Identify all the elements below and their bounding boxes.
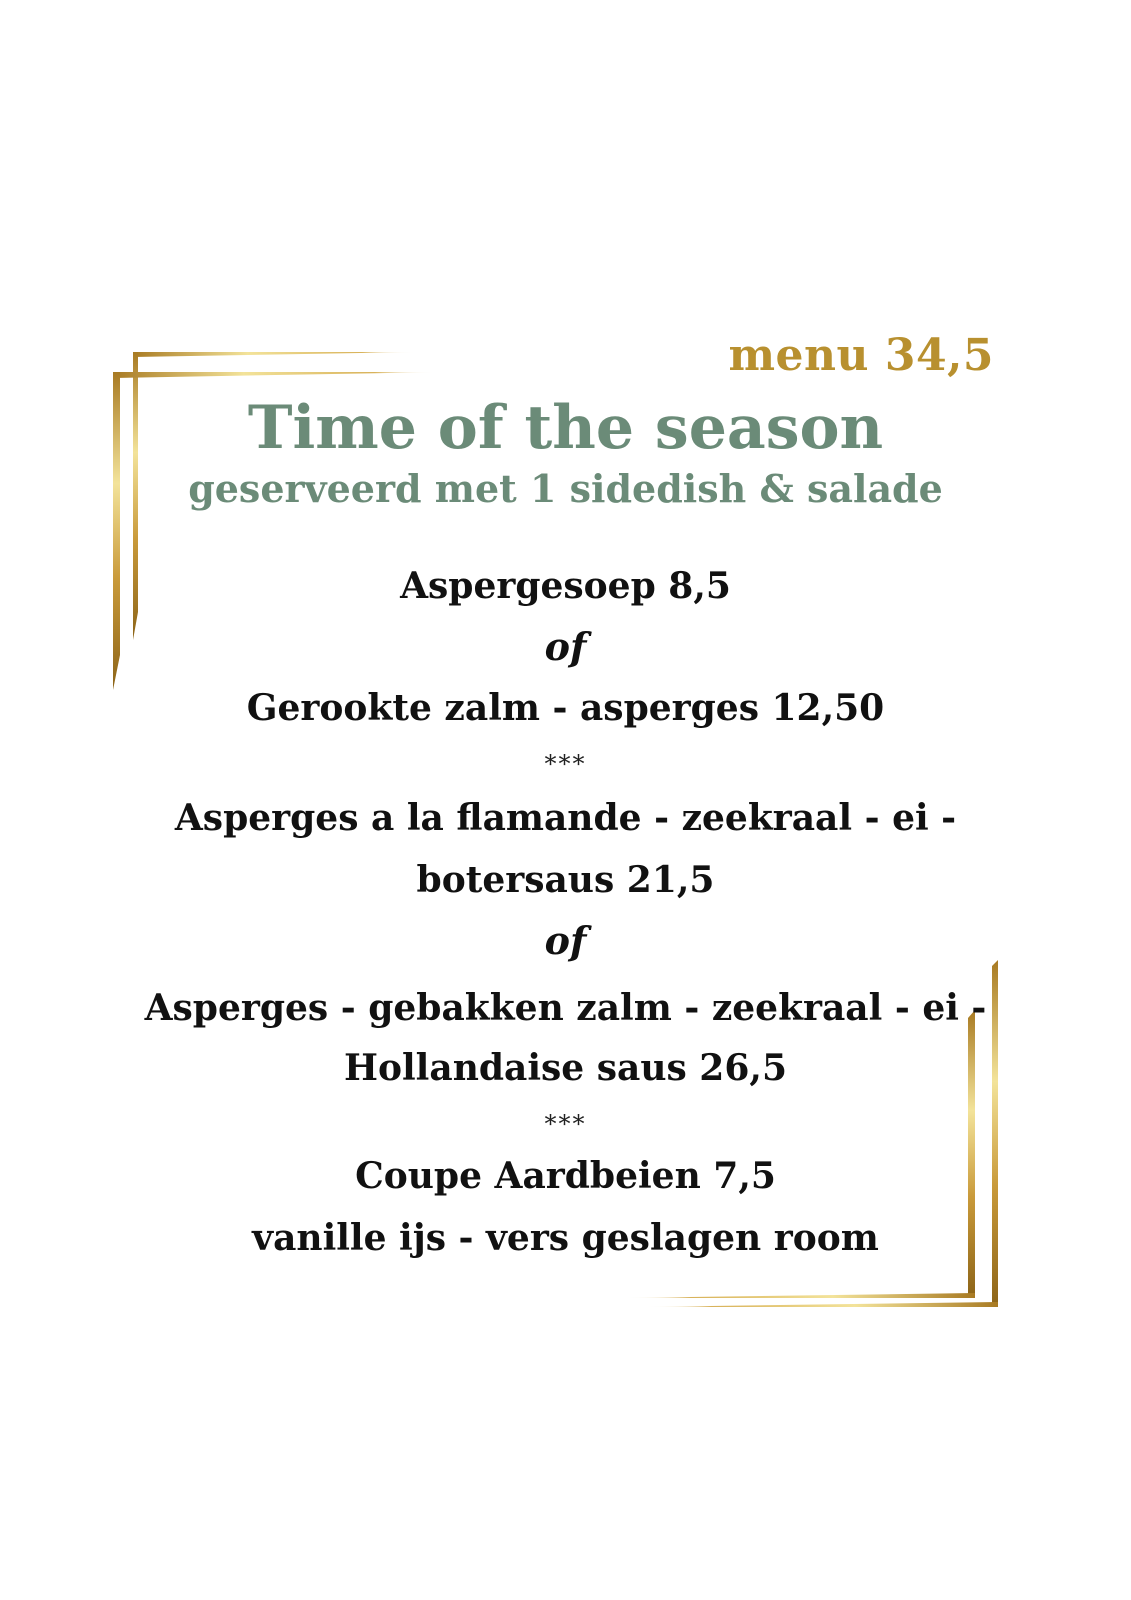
choice-separator-of: of xyxy=(544,918,587,963)
course-starter-2: Gerookte zalm - asperges 12,50 xyxy=(246,687,885,729)
course-main-2-line1: Asperges - gebakken zalm - zeekraal - ei - xyxy=(144,987,987,1029)
course-main-1-line2: botersaus 21,5 xyxy=(416,859,715,901)
course-starter-1: Aspergesoep 8,5 xyxy=(400,565,731,607)
menu-price: menu 34,5 xyxy=(728,330,994,381)
menu-subtitle: geserveerd met 1 sidedish & salade xyxy=(188,466,943,511)
course-dessert-line1: Coupe Aardbeien 7,5 xyxy=(355,1155,776,1197)
course-main-2-line2: Hollandaise saus 26,5 xyxy=(343,1047,787,1089)
choice-separator-of: of xyxy=(544,624,587,669)
course-divider: *** xyxy=(544,750,587,778)
course-dessert-line2: vanille ijs - vers geslagen room xyxy=(252,1217,879,1259)
course-main-1-line1: Asperges a la flamande - zeekraal - ei - xyxy=(174,797,957,839)
course-divider: *** xyxy=(544,1110,587,1138)
menu-title: Time of the season xyxy=(247,393,884,463)
